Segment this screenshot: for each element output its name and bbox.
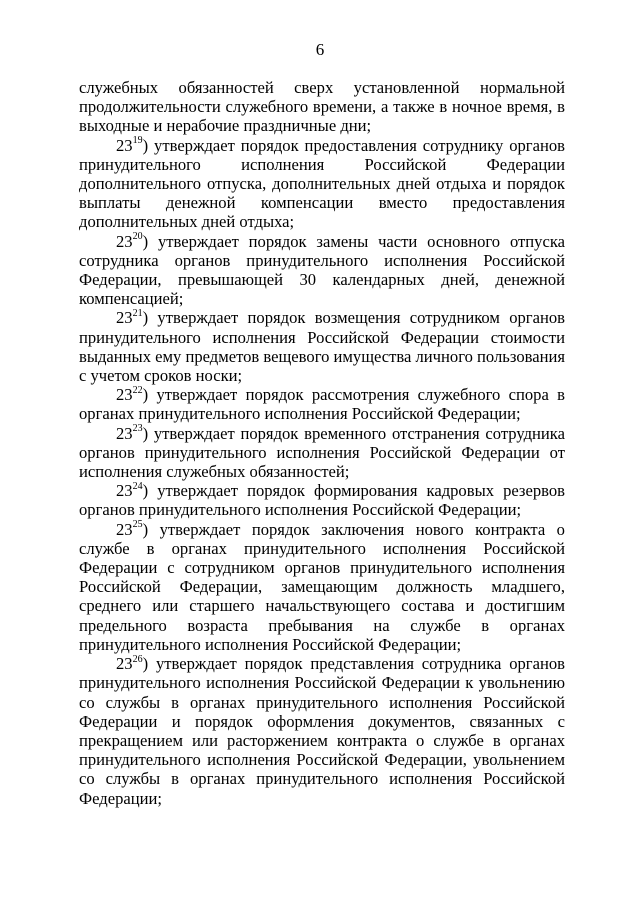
list-item: [79, 308, 565, 385]
document-body: [79, 78, 565, 808]
paragraph-text: утверждает порядок представления сотрудника органов принудительного исполнения Российской Федерации к увольнению со службы в органах принудительного исполнения Российской Федерации и порядок оформления документов, связанных с прекращением или расторжением контракта о службе в органах принудительного исполнения Российской Федерации, увольнением со службы в органах принудительного исполнения Российской Федерации;: [79, 654, 565, 808]
list-item: [79, 232, 565, 309]
list-item: [79, 481, 565, 519]
paragraph-text: утверждает порядок рассмотрения служебного спора в органах принудительного исполнения Российской Федерации;: [79, 385, 565, 424]
item-number: $23^{21}$): [116, 307, 149, 328]
item-number: $23^{24}$): [116, 480, 149, 501]
item-number: $23^{22}$): [116, 384, 149, 405]
paragraph-text: служебных обязанностей сверх установленной нормальной продолжительности служебного времени, а также в ночное время, в выходные и нерабочие праздничные дни;: [79, 78, 565, 136]
item-number: $23^{20}$): [116, 231, 149, 251]
paragraph-text: утверждает порядок временного отстранения сотрудника органов принудительного исполнения Российской Федерации от исполнения служебных обязанностей;: [79, 423, 565, 482]
item-number: $23^{25}$): [116, 519, 149, 539]
item-number: $23^{23}$): [116, 423, 149, 443]
page-number: 6: [315, 40, 325, 59]
list-item: [79, 136, 565, 232]
list-item: [79, 424, 565, 482]
paragraph-text: утверждает порядок возмещения сотрудником органов принудительного исполнения Российской Федерации стоимости выданных ему предметов вещевого имущества личного пользования с учетом сроков носки;: [79, 308, 565, 386]
list-item: [79, 385, 565, 423]
paragraph-text: утверждает порядок замены части основного отпуска сотрудника органов принудительного исполнения Российской Федерации, превышающей 30 календарных дней, денежной компенсацией;: [79, 231, 565, 309]
paragraph-continuation: [79, 78, 565, 136]
list-item: [79, 520, 565, 654]
paragraph-text: утверждает порядок заключения нового контракта о службе в органах принудительного исполнения Российской Федерации с сотрудником органов принудительного исполнения Российской Федерации, замещающим должность младшего, среднего или старшего начальствующего состава и достигшим предельного возраста пребывания на службе в органах принудительного исполнения Российской Федерации;: [79, 519, 565, 654]
item-number: $23^{19}$): [116, 135, 149, 155]
paragraph-text: утверждает порядок формирования кадровых резервов органов принудительного исполнения Российской Федерации;: [79, 481, 565, 520]
item-number: $23^{26}$): [116, 653, 149, 674]
list-item: [79, 654, 565, 808]
paragraph-text: утверждает порядок предоставления сотруднику органов принудительного исполнения Российской Федерации дополнительного отпуска, дополнительных дней отдыха и порядок выплаты денежной компенсации вместо предоставления дополнительных дней отдыха;: [79, 135, 565, 232]
